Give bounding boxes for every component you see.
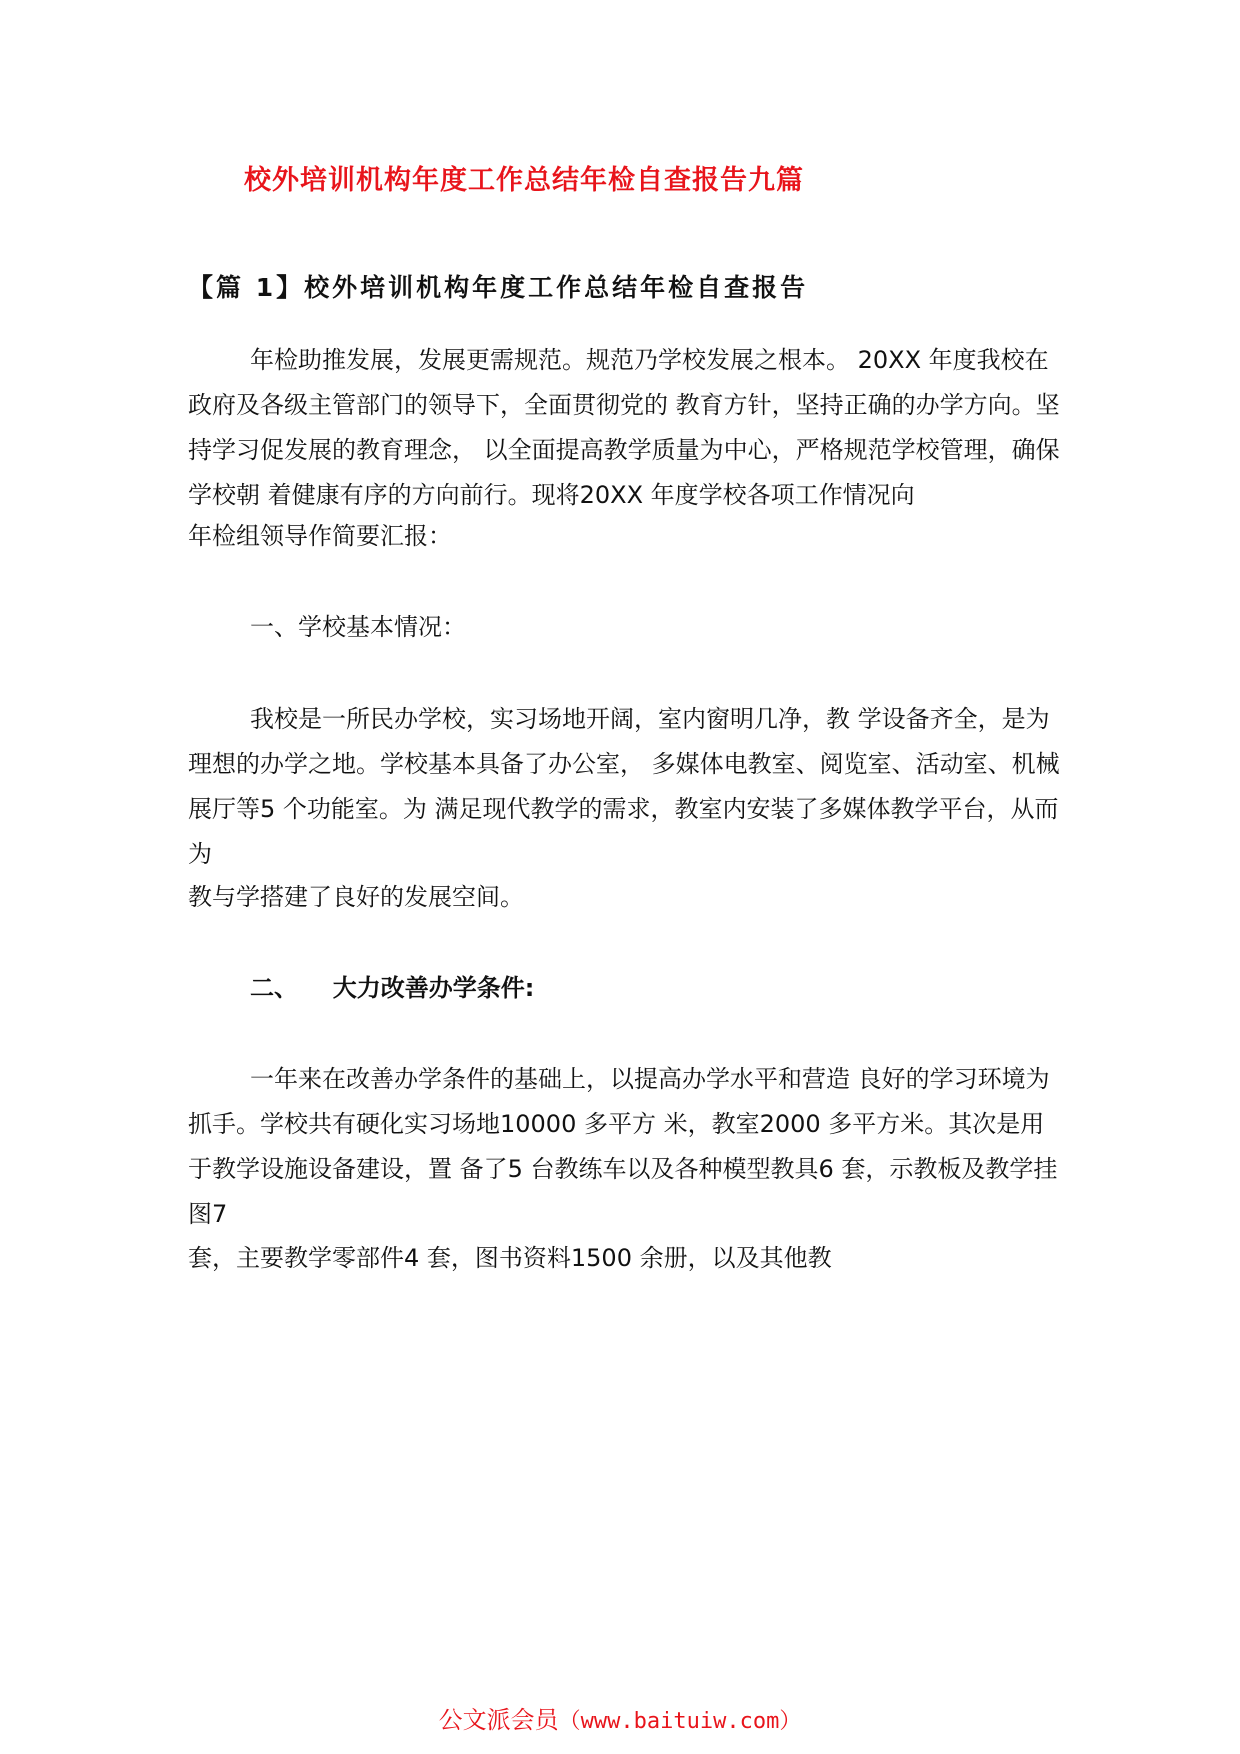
document-title: 校外培训机构年度工作总结年检自查报告九篇 [244, 165, 804, 196]
intro-paragraph: 年检助推发展，发展更需规范。规范乃学校发展之根本。 20XX 年度我校在政府及各级主管部门的领导下，全面贯彻党的 教育方针，坚持正确的办学方向。坚持学习促发展的教育理念， 以全面提高教学质量为中心，严格规范学校管理，确保学校朝 着健康有序的方向前行。现将20XX 年度学校各项工作情况向 [188, 346, 1060, 509]
basic-info-paragraph: 我校是一所民办学校，实习场地开阔，室内窗明几净，教 学设备齐全，是为理想的办学之地。学校基本具备了办公室， 多媒体电教室、阅览室、活动室、机械展厅等5 个功能室。为 满足现代教学的需求，教室内安装了多媒体教学平台，从而为 [188, 705, 1060, 868]
heading-improve-conditions [250, 966, 534, 1011]
footer-label: 公文派会员 [438, 1706, 559, 1734]
heading-basic-info: 一、学校基本情况： [250, 613, 466, 641]
conditions-paragraph: 一年来在改善办学条件的基础上，以提高办学水平和营造 良好的学习环境为抓手。学校共有硬化实习场地10000 多平方 米，教室2000 多平方米。其次是用于教学设施设备建设，置 备了5 台教练车以及各种模型教具6 套，示教板及教学挂图7 [188, 1065, 1058, 1228]
footer-url[interactable]: （www.baituiw.com） [558, 1709, 802, 1734]
heading-text: 大力改善办学条件: [332, 974, 535, 1002]
conditions-continuation: 套，主要教学零部件4 套，图书资料1500 余册，以及其他教 [188, 1244, 832, 1272]
heading-number: 二、 [250, 974, 298, 1002]
section-title: 【篇 1】校外培训机构年度工作总结年检自查报告 [188, 273, 809, 302]
intro-continuation: 年检组领导作简要汇报： [188, 522, 452, 550]
footer [0, 1700, 1240, 1735]
basic-info-continuation: 教与学搭建了良好的发展空间。 [188, 883, 524, 911]
